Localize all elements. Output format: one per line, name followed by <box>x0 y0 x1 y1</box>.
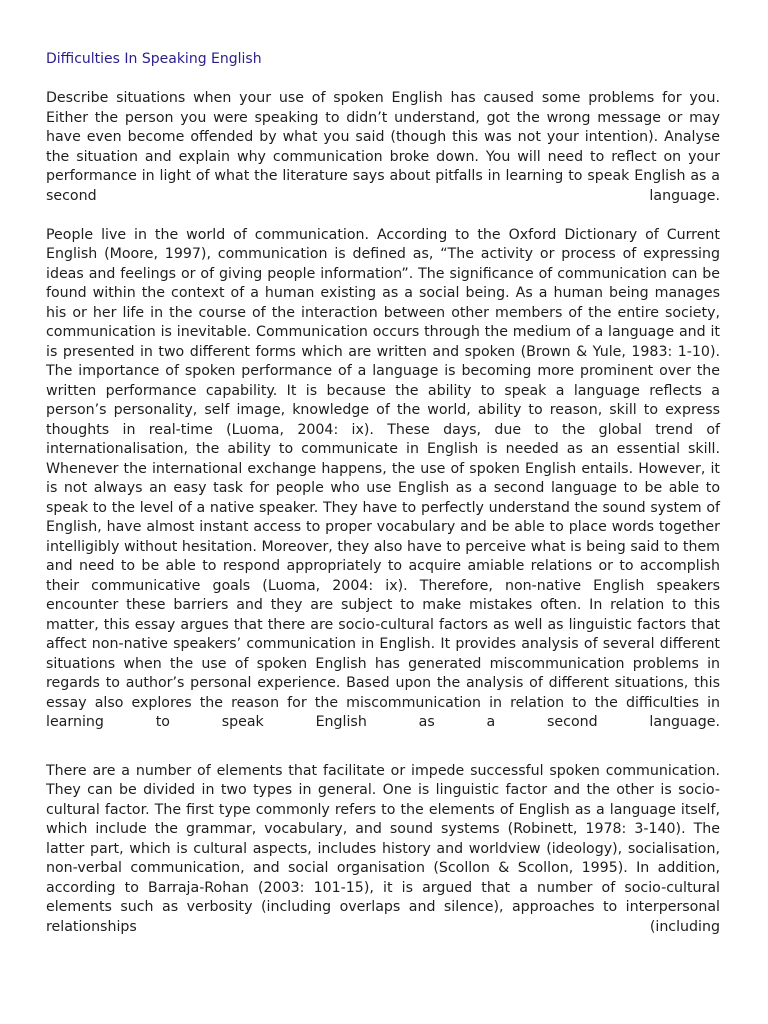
paragraph-factors: There are a number of elements that facilitate or impede successful spoken communication. They can be divided in two types in general. One is linguistic factor and the other is socio-cultural factor. The first type commonly refers to the elements of English as a language itself, which include the grammar, vocabulary, and sound systems (Robinett, 1978: 3-140). The latter part, which is cultural aspects, includes history and worldview (ideology), socialisation, non-verbal communication, and social organisation (Scollon & Scollon, 1995). In addition, according to Barraja-Rohan (2003: 101-15), it is argued that a number of socio-cultural elements such as verbosity (including overlaps and silence), approaches to interpersonal relationships (including <box>46 762 720 935</box>
document-title: Difficulties In Speaking English <box>46 51 262 67</box>
document-page <box>46 50 720 957</box>
paragraph-introduction: People live in the world of communication. According to the Oxford Dictionary of Current English (Moore, 1997), communication is defined as, “The activity or process of expressing ideas and feelings or of giving people information”. The significance of communication can be found within the context of a human existing as a social being. As a human being manages his or her life in the course of the interaction between other members of the entire society, communication is inevitable. Communication occurs through the medium of a language and it is presented in two different forms which are written and spoken (Brown & Yule, 1983: 1-10). The importance of spoken performance of a language is becoming more prominent over the written performance capability. It is because the ability to speak a language reflects a person’s personality, self image, knowledge of the world, ability to reason, skill to express thoughts in real-time (Luoma, 2004: ix). These days, due to the global trend of internationalisation, the ability to communicate in English is needed as an essential skill. Whenever the international exchange happens, the use of spoken English entails. However, it is not always an easy task for people who use English as a second language to be able to speak to the level of a native speaker. They have to perfectly understand the sound system of English, have almost instant access to proper vocabulary and be able to place words together intelligibly without hesitation. Moreover, they also have to perceive what is being said to them and need to be able to respond appropriately to acquire amiable relations or to accomplish their communicative goals (Luoma, 2004: ix). Therefore, non-native English speakers encounter these barriers and they are subject to make mistakes often. In relation to this matter, this essay argues that there are socio-cultural factors as well as linguistic factors that affect non-native speakers’ communication in English. It provides analysis of several different situations when the use of spoken English has generated miscommunication problems in regards to author’s personal experience. Based upon the analysis of different situations, this essay also explores the reason for the miscommunication in relation to the difficulties in learning to speak English as a second language. <box>46 226 720 730</box>
paragraph-assignment-prompt: Describe situations when your use of spoken English has caused some problems for you. Either the person you were speaking to didn’t understand, got the wrong message or may have even become offended by what you said (though this was not your intention). Analyse the situation and explain why communication broke down. You will need to reflect on your performance in light of what the literature says about pitfalls in learning to speak English as a second language. <box>46 90 720 204</box>
